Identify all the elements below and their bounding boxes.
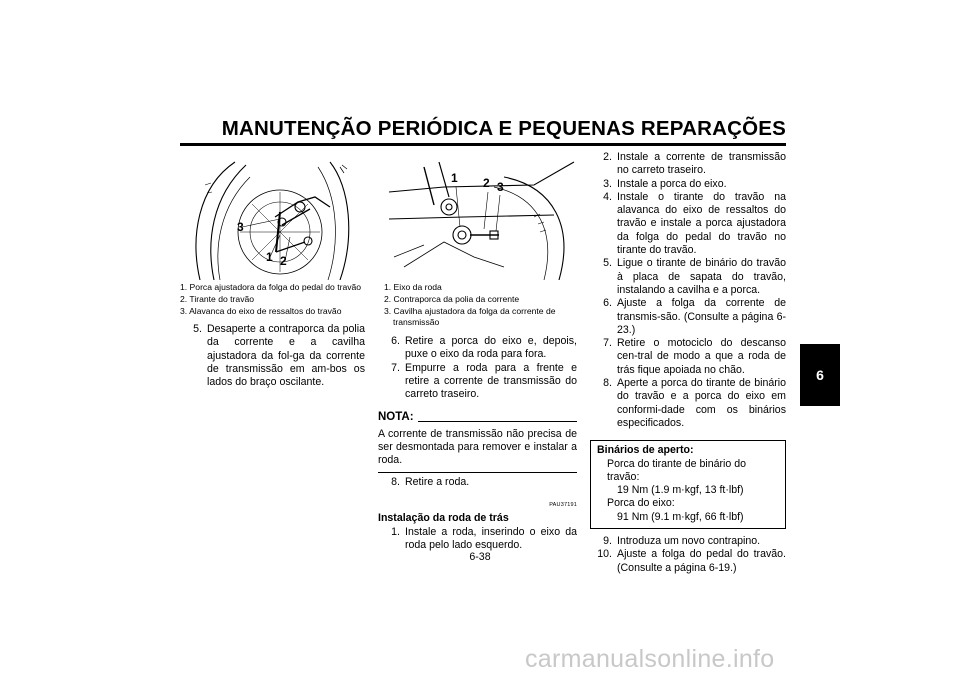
step-item	[378, 526, 577, 553]
nota-end-rule	[378, 472, 577, 473]
step-number: 3.	[603, 177, 612, 190]
step-item	[378, 476, 577, 489]
step-text: Retire a roda.	[405, 475, 470, 488]
figure-left-callout-2: 2	[280, 254, 287, 268]
column-1	[180, 323, 365, 389]
step-number: 5.	[193, 323, 202, 335]
torque-value: 19 Nm (1.9 m·kgf, 13 ft·lbf)	[617, 484, 744, 497]
nota-label: NOTA:	[378, 411, 414, 424]
step-item	[590, 178, 786, 191]
step-text: Retire a porca do eixo e, depois, puxe o eixo da roda para fora.	[405, 335, 577, 361]
chapter-tab: 6	[800, 344, 840, 406]
torque-heading: Binários de aperto:	[597, 444, 694, 457]
step-number: 2.	[603, 151, 612, 163]
caption-item: 1. Eixo da roda	[384, 282, 442, 292]
step-item	[590, 377, 786, 430]
step-item	[590, 548, 786, 575]
rear-axle-illustration	[384, 157, 576, 280]
page-number: 6-38	[469, 551, 491, 563]
step-text: Retire o motociclo do descanso cen-tral de modo a que a roda de trás fique apoiada no chão.	[617, 337, 786, 376]
step-item	[180, 323, 365, 389]
step-text: Introduza um novo contrapino.	[617, 535, 761, 548]
step-item	[590, 257, 786, 297]
rear-wheel-brake-illustration	[180, 157, 360, 280]
figure-axle	[384, 157, 576, 280]
figure-left-captions	[180, 282, 365, 317]
column-2	[378, 335, 577, 552]
step-number: 5.	[603, 257, 612, 270]
step-text: Empurre a roda para a frente e retire a corrente de transmissão do carreto traseiro.	[405, 361, 577, 401]
torque-line: Porca do eixo:	[607, 497, 675, 510]
figure-middle-callout-2: 2	[483, 176, 490, 190]
step-text: Instale a porca do eixo.	[617, 177, 727, 190]
figure-middle-captions	[384, 282, 576, 329]
step-text: Aperte a porca do tirante de binário do travão e a porca do eixo em conformi-dade com os binários especificados.	[617, 377, 786, 429]
step-number: 8.	[391, 475, 400, 488]
step-number: 6.	[603, 297, 612, 310]
step-number: 7.	[391, 361, 400, 374]
step-item	[378, 362, 577, 402]
step-number: 10.	[597, 548, 612, 561]
step-text: Ajuste a folga da corrente de transmis-são. (Consulte a página 6-23.)	[617, 297, 786, 336]
step-text: Instale a corrente de transmissão no carreto traseiro.	[617, 151, 786, 177]
step-number: 6.	[391, 335, 400, 347]
section-code: PAU37191	[549, 501, 577, 508]
step-number: 7.	[603, 337, 612, 350]
column-3	[590, 151, 786, 575]
step-number: 4.	[603, 190, 612, 203]
nota-heading	[378, 411, 577, 424]
step-text: Instale o tirante do travão na alavanca do eixo de ressaltos do travão e instale a porca ajustadora da folga do pedal do travão no tirante do travão.	[617, 190, 786, 257]
figure-left-callout-3: 3	[237, 220, 244, 234]
title-rule	[180, 143, 786, 146]
caption-item: 2. Tirante do travão	[180, 293, 255, 304]
torque-spec-box	[590, 440, 786, 529]
step-text: Instale a roda, inserindo o eixo da roda pelo lado esquerdo.	[405, 525, 577, 551]
step-item	[590, 297, 786, 337]
section-heading: Instalação da roda de trás	[378, 512, 509, 525]
step-item	[590, 191, 786, 257]
torque-value: 91 Nm (9.1 m·kgf, 66 ft·lbf)	[617, 510, 744, 523]
nota-text: A corrente de transmissão não precisa de ser desmontada para remover e instalar a roda.	[378, 427, 577, 467]
caption-item: 2. Contraporca da polia da corrente	[384, 293, 520, 304]
caption-item: 3. Alavanca do eixo de ressaltos do travão	[180, 305, 342, 316]
caption-item: 1. Porca ajustadora da folga do pedal do travão	[180, 282, 362, 292]
watermark: carmanualsonline.info	[525, 645, 775, 673]
step-item	[590, 337, 786, 377]
step-text: Desaperte a contraporca da polia da corrente e a cavilha ajustadora da fol-ga da corrente de transmissão em am-bos os lados do braço oscilante.	[207, 323, 365, 389]
step-item	[590, 535, 786, 548]
step-number: 8.	[603, 377, 612, 390]
page-title: MANUTENÇÃO PERIÓDICA E PEQUENAS REPARAÇÕES	[221, 117, 786, 140]
step-item	[590, 151, 786, 178]
step-text: Ligue o tirante de binário do travão à placa de sapata do travão, instalando a cavilha e a porca.	[617, 257, 786, 296]
nota-rule	[418, 421, 577, 422]
caption-item: 3. Cavilha ajustadora da folga da corrente de transmissão	[384, 305, 556, 328]
figure-brake-rod	[180, 157, 360, 280]
figure-middle-callout-1: 1	[451, 171, 458, 185]
step-number: 1.	[391, 525, 400, 538]
figure-middle-callout-3: 3	[497, 180, 504, 194]
step-number: 9.	[603, 535, 612, 548]
step-item	[378, 335, 577, 362]
figure-left-callout-1: 1	[266, 250, 273, 264]
torque-line: Porca do tirante de binário do travão:	[607, 457, 746, 483]
step-text: Ajuste a folga do pedal do travão. (Consulte a página 6-19.)	[617, 548, 786, 574]
